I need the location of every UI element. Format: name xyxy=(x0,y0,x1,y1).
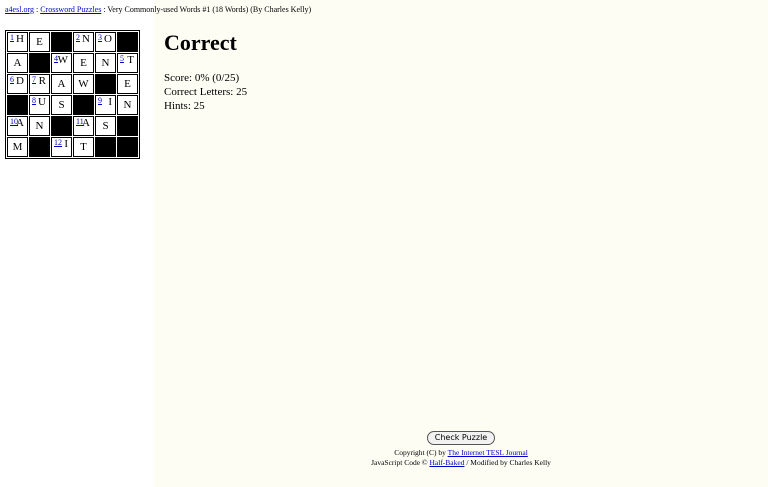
grid-cell[interactable] xyxy=(29,116,50,136)
clue-number-link[interactable]: 7 xyxy=(32,75,36,84)
grid-cell[interactable] xyxy=(73,32,94,52)
score-row xyxy=(164,71,247,85)
cell-letter: A xyxy=(13,56,22,69)
grid-cell[interactable] xyxy=(7,116,28,136)
hints-value: 25 xyxy=(193,100,205,112)
home-link[interactable]: a4esl.org xyxy=(5,5,34,14)
clue-number-link[interactable]: 1 xyxy=(10,33,14,42)
grid-cell[interactable] xyxy=(29,74,50,94)
score-value: 0% (0/25) xyxy=(194,72,240,84)
correct-letters-row xyxy=(164,85,247,99)
cell-letter: O xyxy=(104,33,112,45)
clue-number-link[interactable]: 10 xyxy=(10,117,18,126)
cell-letter: H xyxy=(16,33,24,45)
cell-letter: N xyxy=(101,56,110,69)
cell-letter: N xyxy=(82,33,90,45)
breadcrumb-separator: : xyxy=(101,5,108,14)
clue-number-link[interactable]: 3 xyxy=(98,33,102,42)
clue-number-link[interactable]: 5 xyxy=(120,54,124,63)
cell-letter: U xyxy=(38,96,46,108)
grid-cell[interactable] xyxy=(95,53,116,73)
grid-cell[interactable] xyxy=(51,95,72,115)
clue-number-link[interactable]: 9 xyxy=(98,96,102,105)
cell-letter: W xyxy=(78,77,89,90)
grid-cell[interactable] xyxy=(29,32,50,52)
black-square xyxy=(51,32,72,52)
cell-letter: N xyxy=(35,119,44,132)
grid-cell[interactable] xyxy=(95,116,116,136)
javascript-credit-line xyxy=(154,458,768,468)
tesl-journal-link[interactable]: The Internet TESL Journal xyxy=(447,448,528,457)
black-square xyxy=(95,74,116,94)
grid-cell[interactable] xyxy=(117,74,138,94)
grid-cell[interactable] xyxy=(73,116,94,136)
cell-letter: T xyxy=(80,140,87,153)
crossword-puzzles-link[interactable]: Crossword Puzzles xyxy=(40,5,102,14)
grid-cell[interactable] xyxy=(73,137,94,157)
copyright-text: Copyright (C) by xyxy=(394,448,448,457)
half-baked-link[interactable]: Half-Baked xyxy=(429,458,465,467)
black-square xyxy=(117,32,138,52)
clue-number-link[interactable]: 4 xyxy=(54,54,58,63)
cell-letter: N xyxy=(123,98,132,111)
black-square xyxy=(7,95,28,115)
grid-cell[interactable] xyxy=(51,53,72,73)
clue-number-link[interactable]: 12 xyxy=(54,138,62,147)
grid-row xyxy=(7,95,138,115)
grid-row xyxy=(7,116,138,136)
grid-row xyxy=(7,137,138,157)
breadcrumb-separator: : xyxy=(33,5,41,14)
grid-row xyxy=(7,74,138,94)
black-square xyxy=(73,95,94,115)
crossword-grid xyxy=(5,30,140,159)
clue-number-link[interactable]: 11 xyxy=(76,117,84,126)
grid-cell[interactable] xyxy=(7,74,28,94)
grid-cell[interactable] xyxy=(95,32,116,52)
black-square xyxy=(51,116,72,136)
cell-letter: I xyxy=(108,96,112,108)
cell-letter: S xyxy=(102,119,109,132)
cell-letter: E xyxy=(124,77,131,90)
cell-letter: E xyxy=(36,35,43,48)
clue-number-link[interactable]: 8 xyxy=(32,96,36,105)
cell-letter: D xyxy=(16,75,24,87)
grid-cell[interactable] xyxy=(29,95,50,115)
grid-cell[interactable] xyxy=(95,95,116,115)
cell-letter: M xyxy=(12,140,23,153)
hints-row xyxy=(164,99,247,113)
check-puzzle-button[interactable]: Check Puzzle xyxy=(427,431,495,445)
cell-letter: A xyxy=(57,77,66,90)
cell-letter: T xyxy=(127,54,134,66)
grid-cell[interactable] xyxy=(73,53,94,73)
copyright-line xyxy=(154,448,768,458)
clue-number-link[interactable]: 2 xyxy=(76,33,80,42)
modified-by-text: / Modified by Charles Kelly xyxy=(464,458,551,467)
score-label: Score: xyxy=(164,72,193,84)
puzzle-title: Very Commonly-used Words #1 (18 Words) (By Charles Kelly) xyxy=(107,5,312,14)
javascript-credit-text: JavaScript Code © xyxy=(371,458,430,467)
correct-letters-value: 25 xyxy=(236,86,248,98)
grid-cell[interactable] xyxy=(117,95,138,115)
cell-letter: I xyxy=(64,138,68,150)
grid-cell[interactable] xyxy=(51,74,72,94)
grid-cell[interactable] xyxy=(51,137,72,157)
black-square xyxy=(29,137,50,157)
grid-row xyxy=(7,32,138,52)
grid-cell[interactable] xyxy=(73,74,94,94)
black-square xyxy=(117,116,138,136)
clue-number-link[interactable]: 6 xyxy=(10,75,14,84)
black-square xyxy=(95,137,116,157)
black-square xyxy=(117,137,138,157)
grid-cell[interactable] xyxy=(117,53,138,73)
footer xyxy=(154,431,768,468)
cell-letter: R xyxy=(38,75,46,87)
cell-letter: A xyxy=(82,117,90,129)
grid-row xyxy=(7,53,138,73)
grid-cell[interactable] xyxy=(7,32,28,52)
grid-cell[interactable] xyxy=(7,53,28,73)
cell-letter: S xyxy=(58,98,65,111)
score-stats xyxy=(164,71,247,113)
hints-label: Hints: xyxy=(164,100,191,112)
cell-letter: E xyxy=(80,56,87,69)
result-title: Correct xyxy=(164,30,237,55)
black-square xyxy=(29,53,50,73)
correct-letters-label: Correct Letters: xyxy=(164,86,234,98)
cell-letter: A xyxy=(16,117,24,129)
cell-letter: W xyxy=(57,54,68,66)
grid-cell[interactable] xyxy=(7,137,28,157)
breadcrumb xyxy=(5,5,311,15)
